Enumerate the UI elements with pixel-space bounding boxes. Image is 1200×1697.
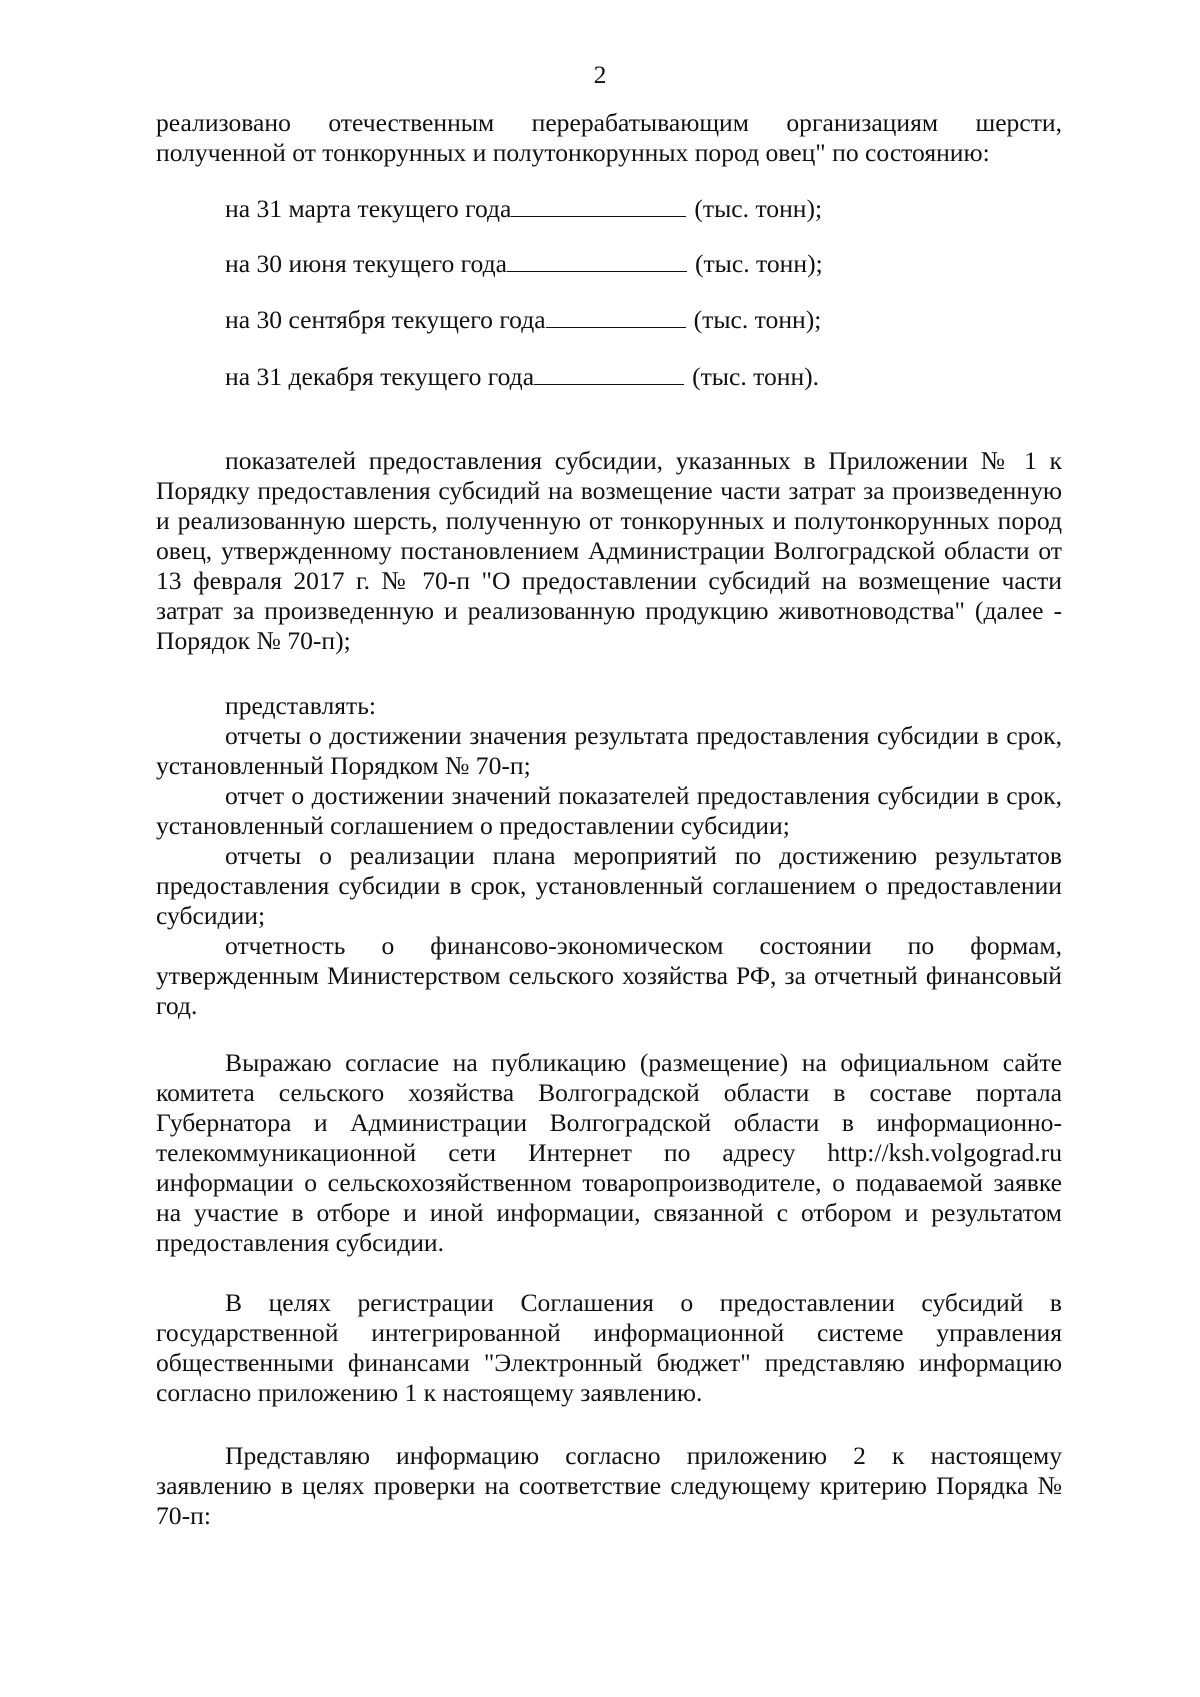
date-unit: (тыс. тонн); xyxy=(694,249,823,278)
date-line-june xyxy=(225,249,823,279)
date-unit: (тыс. тонн); xyxy=(693,305,822,334)
indicators-paragraph: показателей предоставления субсидии, указанных в Приложении № 1 к Порядку предоставления субсидий на возмещение части затрат за произведенную и реализованную шерсть, полученную от тонкорунных и полутонкорунных пород овец, утвержденному постановлением Администрации Волгоградской области от 13 февраля 2017 г. № 70-п "О предоставлении субсидий на возмещение части затрат за произведенную и реализованную продукцию животноводства" (далее - Порядок № 70-п); xyxy=(156,446,1062,655)
fill-in-blank[interactable] xyxy=(534,362,684,385)
fill-in-blank[interactable] xyxy=(511,194,686,217)
date-unit: (тыс. тонн); xyxy=(694,194,823,223)
date-label: на 30 июня текущего года xyxy=(225,249,507,278)
date-label: на 31 марта текущего года xyxy=(225,194,512,223)
criteria-paragraph: Представляю информацию согласно приложению 2 к настоящему заявлению в целях проверки на соответствие следующему критерию Порядка № 70-п: xyxy=(156,1441,1062,1530)
present-section xyxy=(156,691,1062,1021)
date-line-december xyxy=(225,362,819,392)
present-item: отчеты о реализации плана мероприятий по достижению результатов предоставления субсидии в срок, установленный соглашением о предоставлении субсидии; xyxy=(156,841,1062,930)
date-line-september xyxy=(225,305,821,335)
present-item: отчетность о финансово-экономическом состоянии по формам, утвержденным Министерством сельского хозяйства РФ, за отчетный финансовый год. xyxy=(156,931,1062,1020)
intro-paragraph: реализовано отечественным перерабатывающим организациям шерсти, полученной от тонкорунных и полутонкорунных пород овец" по состоянию: xyxy=(156,108,1062,167)
date-label: на 30 сентября текущего года xyxy=(225,305,546,334)
page-number: 2 xyxy=(593,60,607,89)
consent-paragraph: Выражаю согласие на публикацию (размещение) на официальном сайте комитета сельского хозяйства Волгоградской области в составе портала Губернатора и Администрации Волгоградской области в информационно-телекоммуникационной сети Интернет по адресу http://ksh.volgograd.ru информации о сельскохозяйственном товаропроизводителе, о подаваемой заявке на участие в отборе и иной информации, связанной с отбором и результатом предоставления субсидии. xyxy=(156,1048,1062,1257)
date-line-march xyxy=(225,194,822,224)
date-unit: (тыс. тонн). xyxy=(692,362,820,391)
registration-paragraph: В целях регистрации Соглашения о предоставлении субсидий в государственной интегрированной информационной системе управления общественными финансами "Электронный бюджет" представляю информацию согласно приложению 1 к настоящему заявлению. xyxy=(156,1288,1062,1407)
present-item: отчеты о достижении значения результата предоставления субсидии в срок, установленный Порядком № 70-п; xyxy=(156,721,1062,780)
fill-in-blank[interactable] xyxy=(546,305,686,328)
fill-in-blank[interactable] xyxy=(507,249,687,272)
date-label: на 31 декабря текущего года xyxy=(225,362,535,391)
present-item: отчет о достижении значений показателей предоставления субсидии в срок, установленный соглашением о предоставлении субсидии; xyxy=(156,781,1062,840)
present-heading: представлять: xyxy=(225,691,377,720)
